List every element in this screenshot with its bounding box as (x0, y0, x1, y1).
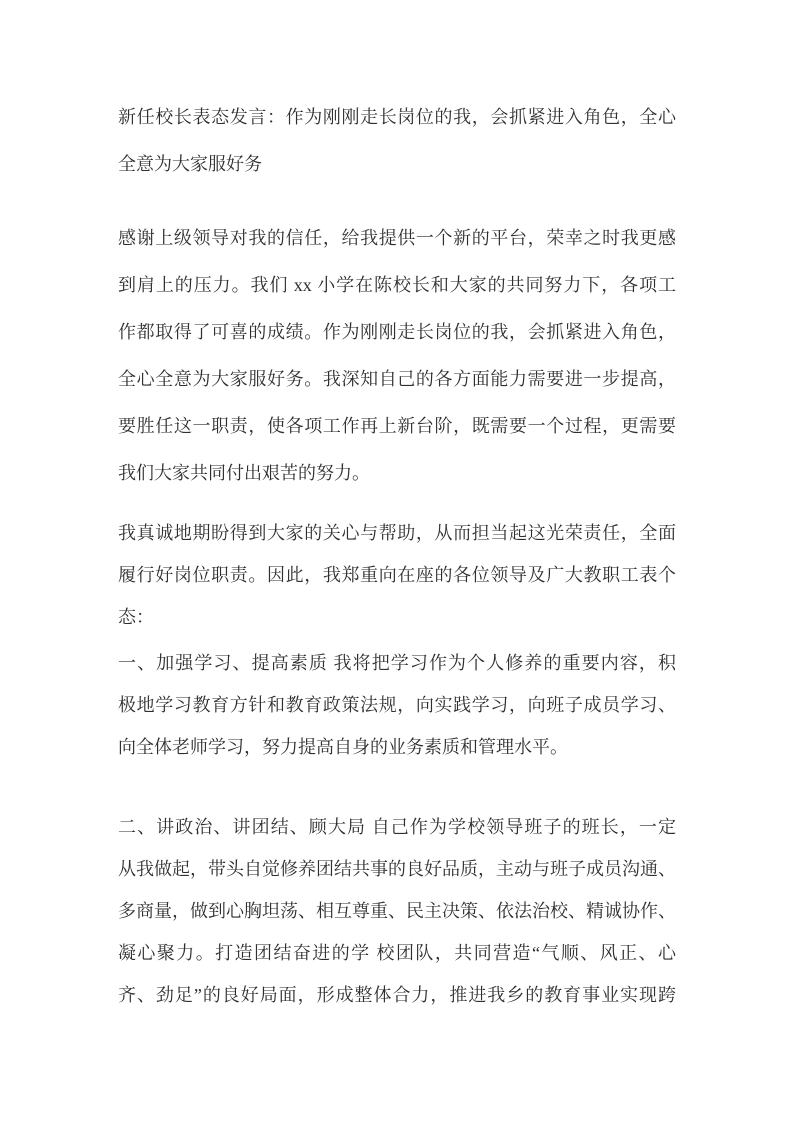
text-line: 要胜任这一职责，使各项工作再上新台阶，既需要一个过程，更需要 (118, 416, 676, 436)
text-line: 齐、劲足”的良好局面，形成整体合力，推进我乡的教育事业实现跨 (118, 985, 676, 1005)
document-body (118, 94, 676, 1016)
text-line: 凝心聚力。打造团结奋进的学 校团队，共同营造“气顺、风正、心 (118, 943, 676, 963)
text-line: 作都取得了可喜的成绩。作为刚刚走长岗位的我，会抓紧进入角色， (118, 322, 676, 342)
text-line: 我们大家共同付出艰苦的努力。 (118, 463, 370, 483)
text-line: 向全体老师学习，努力提高自身的业务素质和管理水平。 (118, 737, 568, 757)
text-line: 多商量，做到心胸坦荡、相互尊重、民主决策、依法治校、精诚协作、 (118, 901, 676, 921)
text-line: 感谢上级领导对我的信任，给我提供一个新的平台，荣幸之时我更感 (118, 228, 676, 248)
text-line: 全意为大家服好务 (118, 154, 262, 174)
text-line: 新任校长表态发言：作为刚刚走长岗位的我，会抓紧进入角色，全心 (118, 107, 676, 127)
paragraph-point-2 (118, 806, 676, 1016)
text-line: 我真诚地期盼得到大家的关心与帮助，从而担当起这光荣责任，全面 (118, 523, 676, 543)
text-line: 态： (118, 607, 154, 627)
text-line: 履行好岗位职责。因此，我郑重向在座的各位领导及广大教职工表个 (118, 565, 676, 585)
text-line: 从我做起，带头自觉修养团结共事的良好品质，主动与班子成员沟通、 (118, 859, 676, 879)
paragraph-commitment (118, 512, 676, 638)
text-line: 全心全意为大家服好务。我深知自己的各方面能力需要进一步提高， (118, 369, 676, 389)
text-line: 极地学习教育方针和教育政策法规，向实践学习，向班子成员学习、 (118, 695, 676, 715)
document-title (118, 94, 676, 188)
paragraph-point-1 (118, 642, 676, 768)
text-line: 到肩上的压力。我们 xx 小学在陈校长和大家的共同努力下，各项工 (118, 275, 676, 295)
paragraph-opening (118, 215, 676, 497)
text-line: 一、加强学习、提高素质 我将把学习作为个人修养的重要内容，积 (118, 653, 676, 673)
text-line: 二、讲政治、讲团结、顾大局 自己作为学校领导班子的班长，一定 (118, 817, 676, 837)
